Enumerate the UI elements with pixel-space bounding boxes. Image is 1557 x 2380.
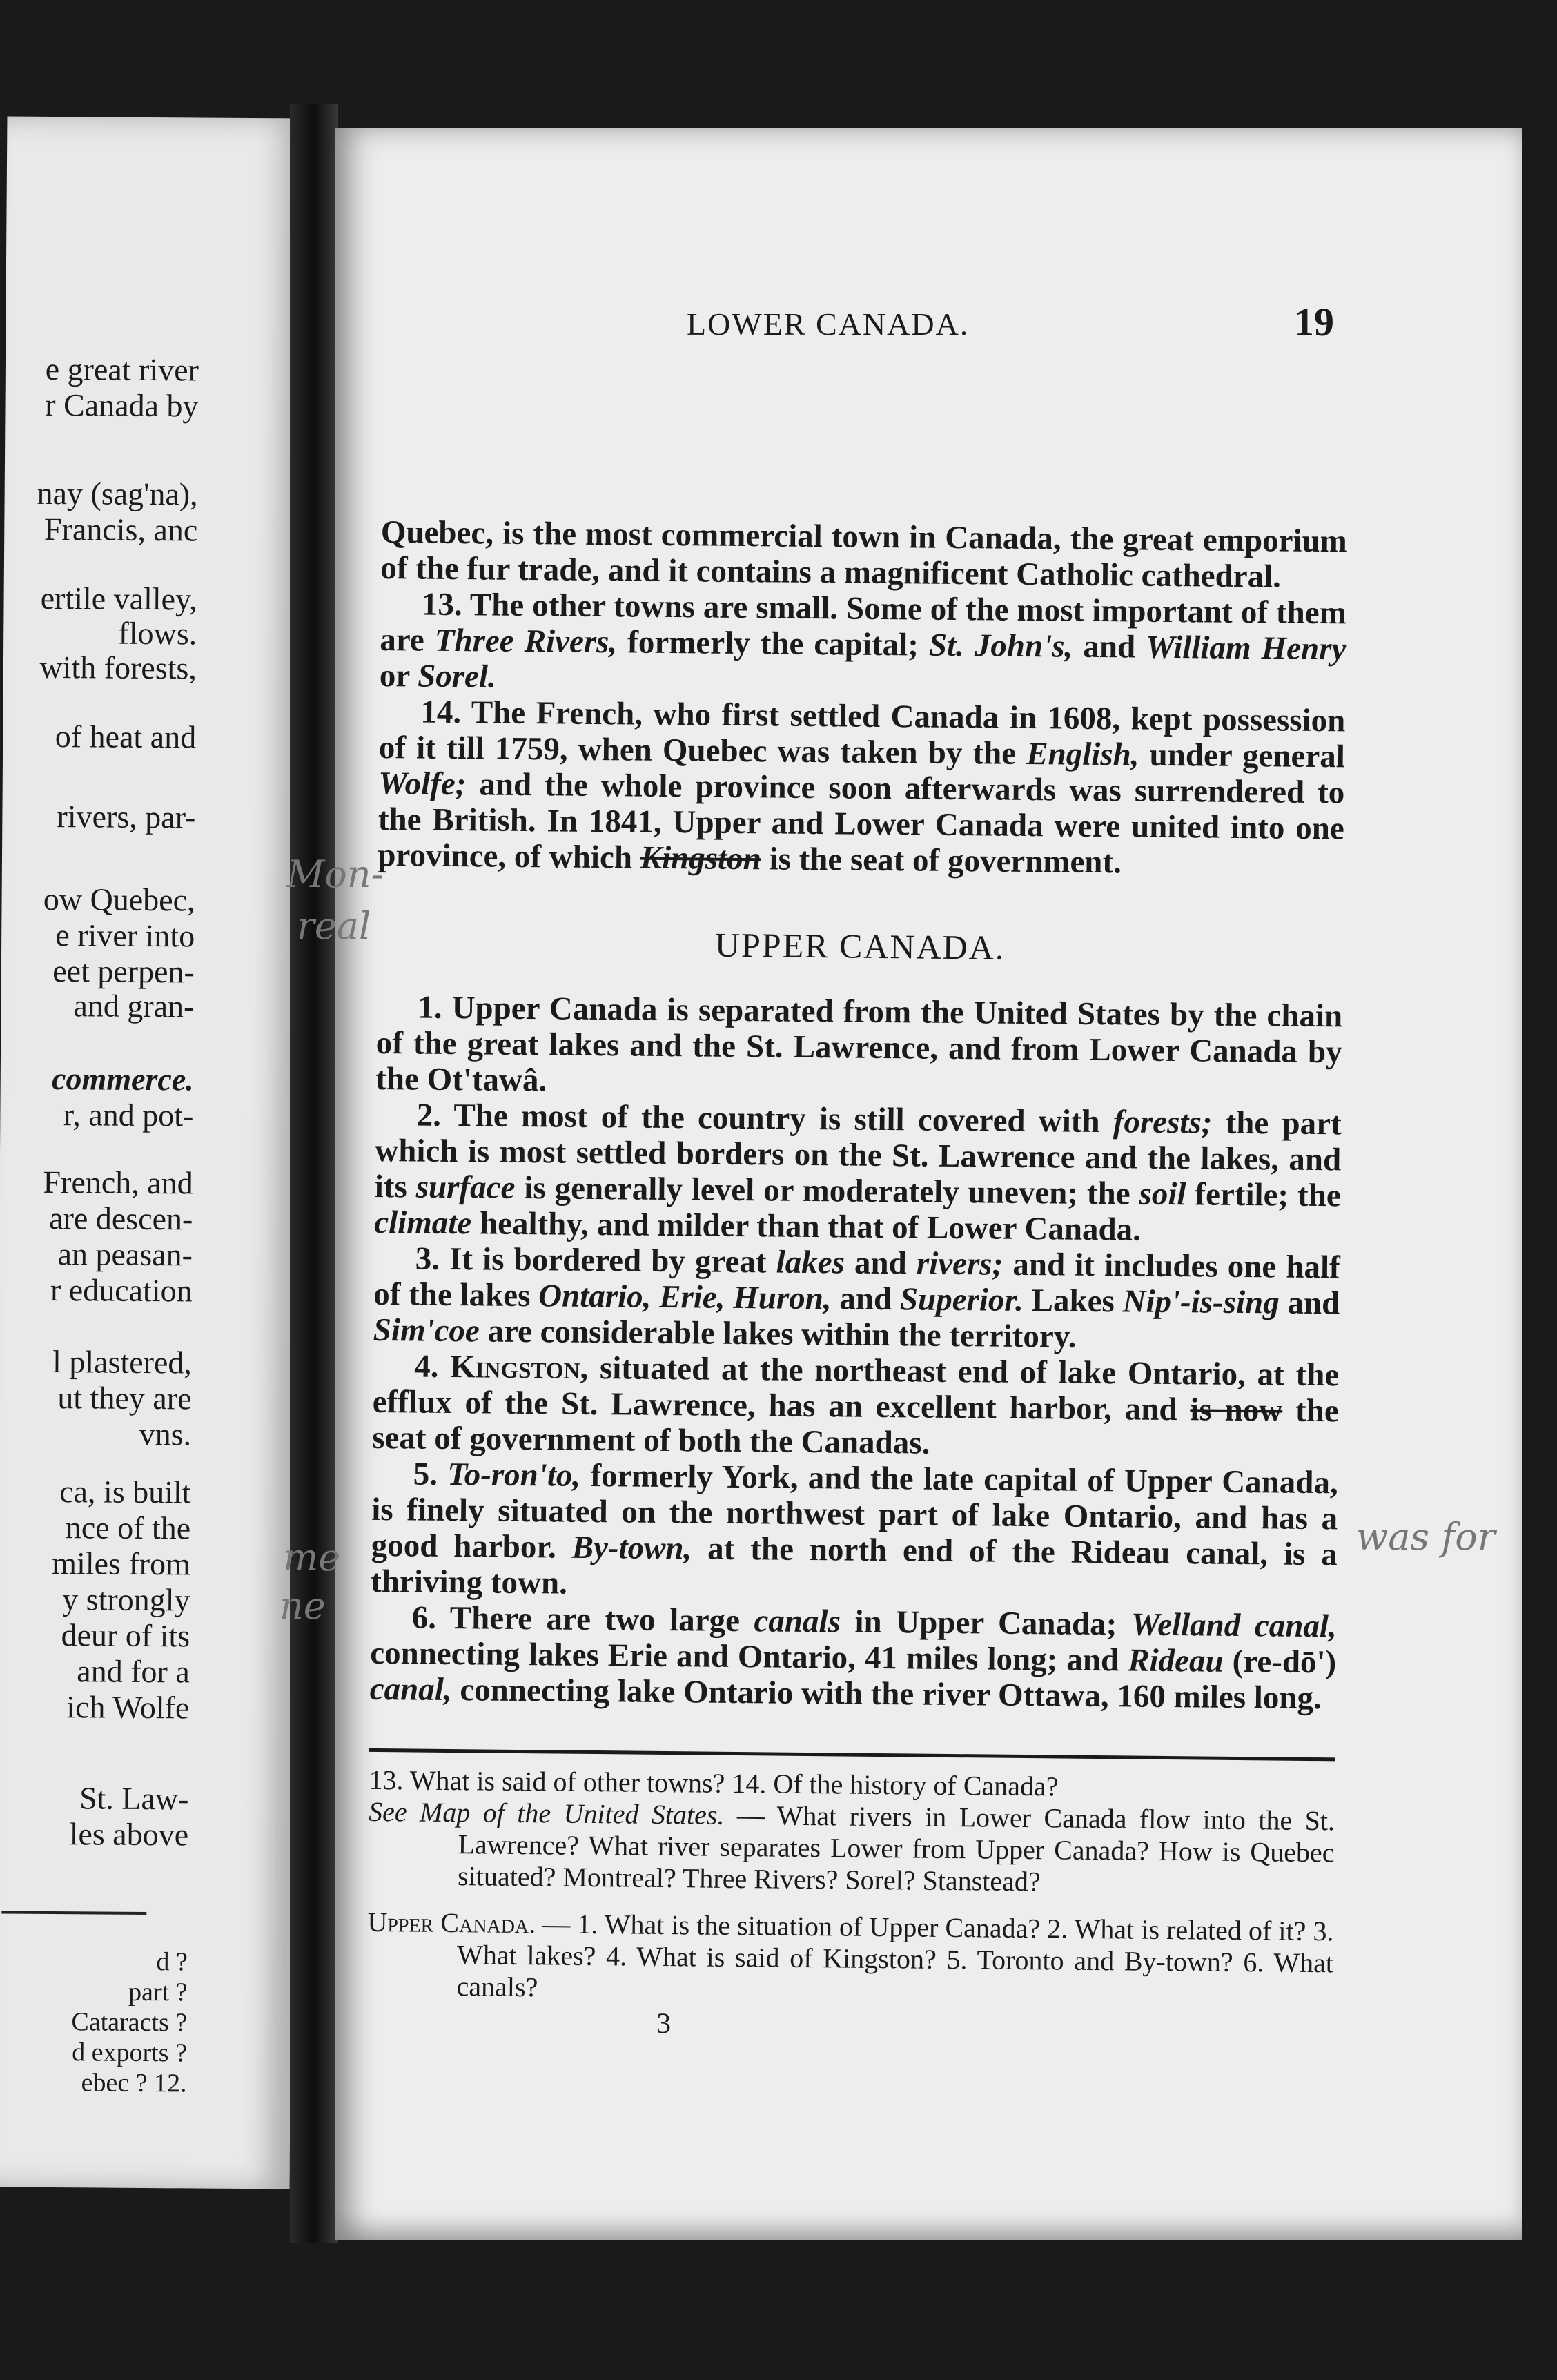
left-line: and gran- (73, 988, 195, 1024)
left-line: l plastered, (52, 1344, 193, 1381)
handwritten-note: ne (280, 1584, 326, 1628)
paragraph-uc-2: 2. The most of the country is still covered with forests; the part which is most settled borders on the St. Lawrence and the lakes, and its surface is generally level or moderately uneven; the soil fertile; the climate healthy, and milder than that of Lower Canada. (374, 1097, 1342, 1248)
handwritten-note: real (297, 904, 371, 948)
paragraph-uc-3: 3. It is bordered by great lakes and rivers; and it includes one half of the lakes Ontario, Erie, Huron, and Superior. Lakes Nip'-is-sing and Sim'coe are considerable lakes within the territory. (373, 1240, 1340, 1355)
left-line: r, and pot- (63, 1097, 194, 1133)
left-line: rivers, par- (57, 799, 196, 835)
left-line: ut they are (57, 1380, 192, 1416)
left-line: y strongly (62, 1581, 190, 1618)
left-line: flows. (118, 615, 197, 652)
struck-is-now: is now (1190, 1392, 1283, 1429)
paragraph-13: 13. The other towns are small. Some of the most important of them are Three Rivers, formerly the capital; St. John's, and William Henry or Sorel. (379, 586, 1347, 695)
question-13-14: 13. What is said of other towns? 14. Of the history of Canada? (369, 1764, 1059, 1802)
book-gutter (290, 104, 338, 2243)
left-line: St. Law- (79, 1780, 189, 1817)
left-line: deur of its (61, 1617, 190, 1654)
handwritten-note: Mon- (286, 852, 384, 896)
page-content (366, 307, 1349, 2047)
left-line: are descen- (49, 1200, 193, 1237)
signature-mark: 3 (656, 2007, 672, 2040)
left-line: e river into (55, 917, 195, 954)
left-question: d exports ? (72, 2038, 188, 2068)
left-line: nce of the (65, 1510, 191, 1546)
left-line: ca, is built (59, 1474, 191, 1510)
previous-page-fragment (0, 117, 304, 2189)
left-line: r Canada by (45, 387, 199, 424)
paragraph-uc-5: 5. To-ron'to, formerly York, and the late capital of Upper Canada, is finely situated on the northwest part of lake Ontario, and has a good harbor. By-town, at the north end of the Rideau canal, is a thriving town. (371, 1456, 1338, 1601)
left-line: with forests, (39, 649, 197, 686)
left-line: French, and (43, 1164, 193, 1201)
page-number: 19 (1294, 300, 1334, 344)
paragraph-uc-1: 1. Upper Canada is separated from the United States by the chain of the great lakes and the St. Lawrence, and from Lower Canada by the Ot'tawâ. (375, 989, 1343, 1099)
section-heading-upper-canada: UPPER CANADA. (714, 925, 1006, 967)
handwritten-note: me (283, 1536, 341, 1579)
book-page (280, 128, 1522, 2240)
left-line: commerce. (51, 1061, 194, 1098)
left-question: d ? (156, 1947, 188, 1977)
left-line: nay (sag'na), (37, 475, 198, 512)
running-head: LOWER CANADA. (687, 306, 970, 342)
left-question: ebec ? 12. (81, 2068, 187, 2098)
struck-kingston: Kingston (640, 839, 762, 877)
handwritten-note: was for (1356, 1515, 1496, 1559)
left-line: miles from (52, 1545, 191, 1582)
left-question: part ? (128, 1977, 188, 2007)
left-line: ow Quebec, (43, 881, 195, 918)
question-map: See Map of the United States. — What rivers in Lower Canada flow into the St. Lawrence? What river separates Lower from Upper Canada? How is Quebec situated? Montreal? Three Rivers? Sorel? Stanstead? (368, 1795, 1335, 1898)
left-line: and for a (77, 1653, 190, 1690)
left-line: of heat and (55, 719, 197, 755)
left-line: r education (50, 1272, 193, 1309)
paragraph-quebec: Quebec, is the most commercial town in Canada, the great emporium of the fur trade, and it contains a magnificent Catholic cathedral. (380, 514, 1348, 595)
left-divider (1, 1911, 146, 1915)
left-line: ich Wolfe (66, 1689, 190, 1726)
paragraph-uc-6: 6. There are two large canals in Upper Canada; Welland canal, connecting lakes Erie and Ontario, 41 miles long; and Rideau (re-dō') canal, connecting lake Ontario with the river Ottawa, 160 miles long. (369, 1599, 1337, 1717)
paragraph-14: 14. The French, who first settled Canada in 1608, kept possession of it till 1759, when Quebec was taken by the English, under general Wolfe; and the whole province soon afterwards was surrendered to the British. In 1841, Upper and Lower Canada were united into one province, of which Kingston is the seat of government. (378, 694, 1346, 881)
left-question: Cataracts ? (71, 2007, 188, 2038)
left-line: les above (69, 1816, 189, 1853)
left-line: vns. (139, 1416, 192, 1452)
left-line: an peasan- (57, 1236, 193, 1273)
questions-divider (369, 1748, 1335, 1761)
left-line: e great river (45, 351, 199, 388)
left-line: eet perpen- (52, 953, 195, 990)
paragraph-uc-4: 4. Kingston, situated at the northeast end of lake Ontario, at the efflux of the St. Lawrence, has an excellent harbor, and is now the seat of government of both the Canadas. (372, 1348, 1340, 1461)
left-line: Francis, anc (43, 511, 198, 548)
question-upper-canada: Upper Canada. — 1. What is the situation of Upper Canada? 2. What is related of it? 3. What lakes? 4. What is said of Kingston? 5. Toronto and By-town? 6. What canals? (367, 1906, 1334, 2003)
left-line: ertile valley, (40, 580, 197, 617)
